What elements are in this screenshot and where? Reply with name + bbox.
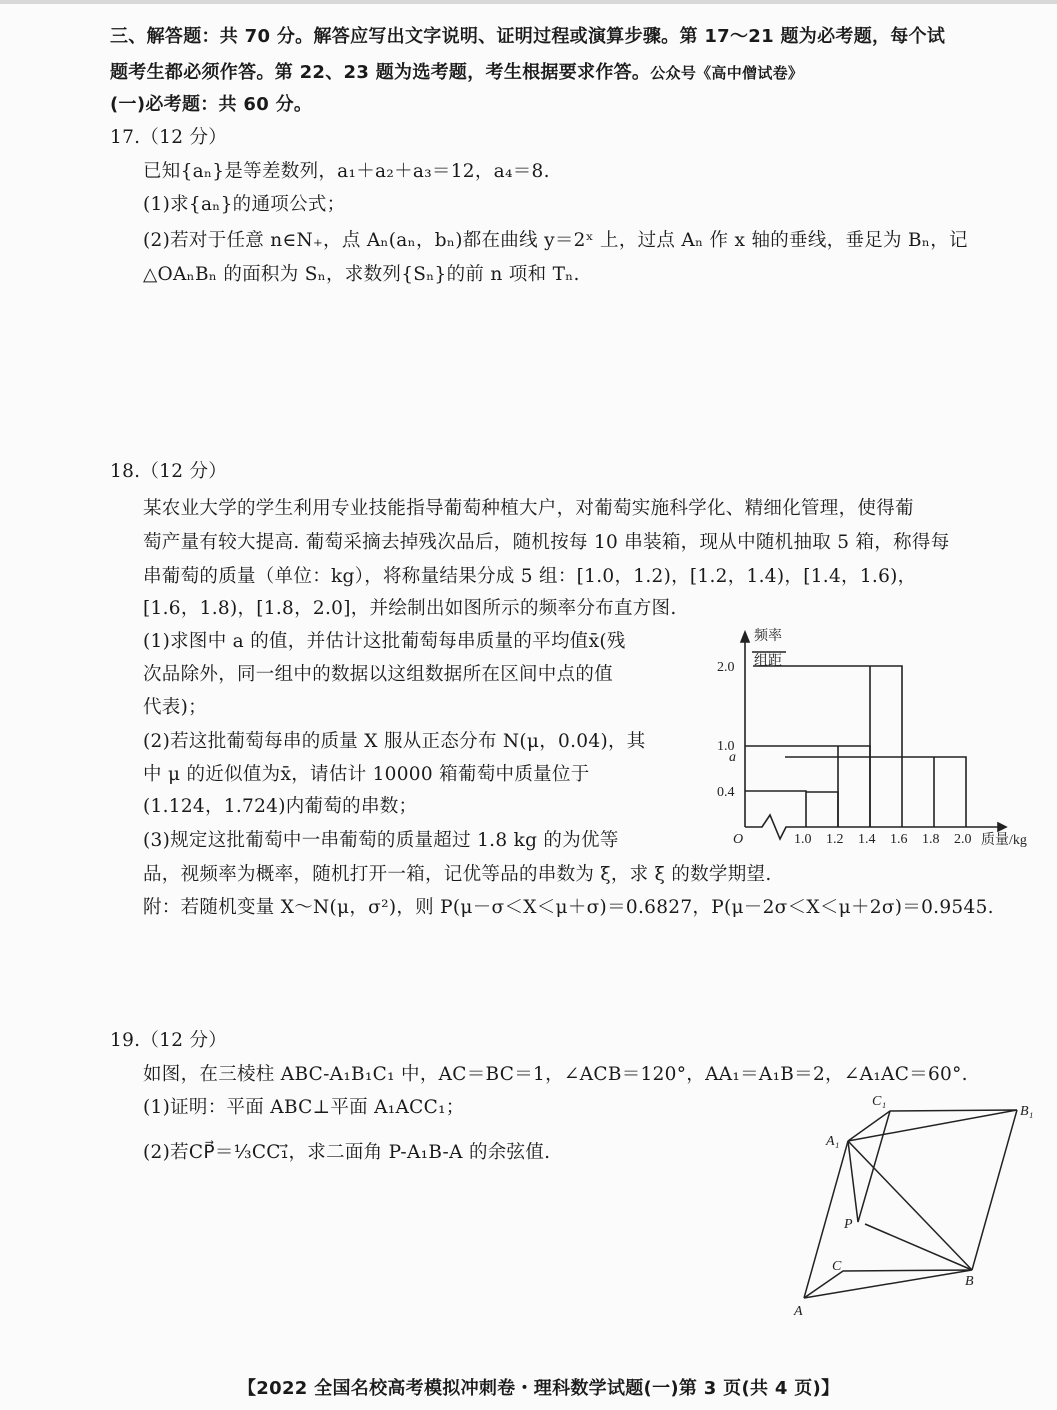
top-face bbox=[848, 1110, 1017, 1141]
sub-heading: (一)必考题：共 60 分。 bbox=[110, 94, 313, 115]
x-tick: 1.6 bbox=[890, 832, 908, 847]
q18-line: (3)规定这批葡萄中一串葡萄的质量超过 1.8 kg 的为优等 bbox=[143, 830, 619, 851]
edge-A1B bbox=[848, 1141, 972, 1270]
ylabel-top: 频率 bbox=[754, 629, 782, 644]
edges-A1P-PC1 bbox=[848, 1111, 890, 1222]
edge-BB1 bbox=[972, 1110, 1017, 1270]
label-A1: A₁ bbox=[826, 1134, 840, 1149]
x-tick: 1.0 bbox=[794, 832, 812, 847]
prism-figure bbox=[780, 1085, 1057, 1325]
label-P: P bbox=[844, 1217, 853, 1232]
q17-number: 17.（12 分） bbox=[110, 127, 228, 148]
origin-label: O bbox=[733, 832, 744, 847]
bottom-face bbox=[804, 1270, 972, 1298]
label-B: B bbox=[965, 1274, 974, 1289]
section-heading-text: 题考生都必须作答。第 22、23 题为选考题，考生根据要求作答。 bbox=[110, 62, 651, 83]
x-tick: 1.8 bbox=[922, 832, 940, 847]
q17-line: △OAₙBₙ 的面积为 Sₙ，求数列{Sₙ}的前 n 项和 Tₙ. bbox=[143, 264, 580, 285]
y-tick: 1.0 bbox=[717, 739, 735, 754]
label-C1: C₁ bbox=[872, 1094, 887, 1109]
bar-outline bbox=[745, 791, 806, 827]
y-tick: 0.4 bbox=[717, 785, 735, 800]
q18-line: 串葡萄的质量（单位：kg），将称量结果分成 5 组：[1.0，1.2)，[1.2，1.4)，[1.4，1.6)， bbox=[143, 566, 917, 587]
section-heading-line1: 三、解答题：共 70 分。解答应写出文字说明、证明过程或演算步骤。第 17～21 题为必考题，每个试 bbox=[110, 26, 946, 47]
q17-line: 已知{aₙ}是等差数列，a₁＋a₂＋a₃＝12，a₄＝8. bbox=[143, 161, 550, 182]
top-edge bbox=[0, 0, 1057, 4]
watermark-text: 公众号《高中僧试卷》 bbox=[650, 64, 804, 82]
label-A: A bbox=[794, 1304, 803, 1319]
edge-PB bbox=[865, 1224, 972, 1270]
q18-line: 中 μ 的近似值为x̄，请估计 10000 箱葡萄中质量位于 bbox=[143, 764, 590, 785]
ylabel-bottom: 组距 bbox=[754, 654, 782, 669]
q19-line: 如图，在三棱柱 ABC-A₁B₁C₁ 中，AC＝BC＝1，∠ACB＝120°，AA₁＝A₁B＝2，∠A₁AC＝60°. bbox=[143, 1064, 968, 1085]
label-C: C bbox=[832, 1259, 842, 1274]
q19-number: 19.（12 分） bbox=[110, 1030, 228, 1051]
q18-line: [1.6，1.8)，[1.8，2.0]，并绘制出如图所示的频率分布直方图. bbox=[143, 598, 677, 619]
q19-line: (2)若CP⃗＝⅓CC₁⃗，求二面角 P-A₁B-A 的余弦值. bbox=[143, 1142, 551, 1163]
section-heading-line2 bbox=[110, 58, 803, 84]
x-tick: 1.4 bbox=[858, 832, 876, 847]
page-footer: 【2022 全国名校高考模拟冲刺卷・理科数学试题(一)第 3 页(共 4 页)】 bbox=[238, 1378, 840, 1399]
bar-1.2-1.4 bbox=[745, 746, 870, 827]
label-B1: B₁ bbox=[1020, 1104, 1034, 1119]
q18-line: 附：若随机变量 X～N(μ，σ²)，则 P(μ－σ＜X＜μ＋σ)＝0.6827，P(μ－2σ＜X＜μ＋2σ)＝0.9545. bbox=[143, 897, 994, 918]
q18-number: 18.（12 分） bbox=[110, 461, 228, 482]
x-axis-label: 质量/kg bbox=[981, 833, 1027, 848]
y-tick: 2.0 bbox=[717, 660, 735, 675]
bar-1.0-1.2 bbox=[806, 792, 838, 827]
q18-line: 代表)； bbox=[143, 697, 207, 718]
q18-line: 品，视频率为概率，随机打开一箱，记优等品的串数为 ξ，求 ξ 的数学期望. bbox=[143, 864, 772, 885]
x-tick: 2.0 bbox=[954, 832, 972, 847]
q19-line: (1)证明：平面 ABC⊥平面 A₁ACC₁； bbox=[143, 1097, 465, 1118]
q17-line: (1)求{aₙ}的通项公式； bbox=[143, 194, 346, 215]
y-tick-a: a bbox=[729, 750, 736, 765]
q18-line: (1.124，1.724)内葡萄的串数； bbox=[143, 796, 418, 817]
edge-AA1 bbox=[804, 1141, 848, 1298]
y-axis-arrow bbox=[741, 632, 749, 642]
q18-line: (1)求图中 a 的值，并估计这批葡萄每串质量的平均值x̄(残 bbox=[143, 631, 626, 652]
q18-line: (2)若这批葡萄每串的质量 X 服从正态分布 N(μ，0.04)，其 bbox=[143, 731, 646, 752]
frequency-histogram bbox=[700, 620, 1057, 860]
q17-line: (2)若对于任意 n∈N₊，点 Aₙ(aₙ，bₙ)都在曲线 y＝2ˣ 上，过点 Aₙ 作 x 轴的垂线，垂足为 Bₙ，记 bbox=[143, 230, 968, 251]
q18-line: 某农业大学的学生利用专业技能指导葡萄种植大户，对葡萄实施科学化、精细化管理，使得葡 bbox=[143, 498, 914, 519]
x-tick: 1.2 bbox=[826, 832, 844, 847]
x-axis-arrow bbox=[998, 823, 1006, 831]
q18-line: 萄产量有较大提高. 葡萄采摘去掉残次品后，随机按每 10 串装箱，现从中随机抽取 5 箱，称得每 bbox=[143, 532, 950, 553]
q18-line: 次品除外，同一组中的数据以这组数据所在区间中点的值 bbox=[143, 664, 614, 685]
